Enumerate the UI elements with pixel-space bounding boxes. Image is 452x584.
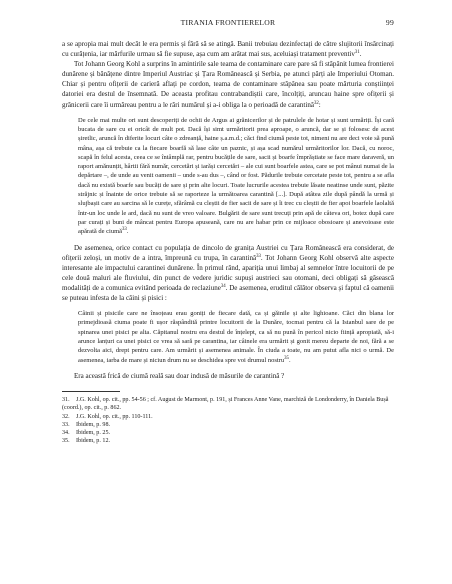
- footnote: 31. J.G. Kohl, op. cit., pp. 54-56 ; cf. August de Marmont, p. 191, și Frances Anne Vane, marchiză de Londonderry, în Daniela Bușă (coord.), op. cit., p. 862.: [62, 396, 389, 412]
- footnote-ref: 33: [256, 253, 261, 259]
- running-header: [62, 18, 394, 32]
- footnote-ref: 34: [220, 283, 226, 289]
- footnote-ref: 31: [354, 50, 360, 56]
- footnote: 35. Ibidem, p. 12.: [62, 438, 111, 445]
- body-text: [62, 39, 394, 446]
- page-number: 99: [385, 18, 394, 27]
- footnote: 32. J.G. Kohl, op. cit., pp. 110-111.: [62, 413, 153, 420]
- footnote-ref: 35: [284, 355, 289, 361]
- paragraph: Tot Johann Georg Kohl a surprins în amintirile sale teama de contaminare care pare să fi stăpânit lumea frontierei dunărene și bănățene dintre Imperiul Austriac și Țara Românească și Serbia, pe atunci părți ale Imperiului Otoman. Chiar și pentru ofițerii de carieră aflați pe cordon, teama de contaminare stăpânea sau poate mărturia conștiinței datoriei era destul de însemnată. De aceasta profitau contrabandiștii care, încolțiți, aruncau haine spre ofițerii și grănicerii care îi urmăreau pentru a le rări numărul și a-i obliga la o perioadă de carantină$^{32}$:: [62, 60, 394, 109]
- paragraph: a se apropia mai mult decât le era permis și fără să se atingă. Banii trebuiau dezinfectați de către slujitorii însărcinați cu curățenia, iar mărfurile urmau să fie supuse, așa cum am arătat mai sus, aceluiași tratament preventiv$^{31}$.: [62, 40, 394, 59]
- block-quote: De cele mai multe ori sunt descoperiți de ochii de Argus ai grănicerilor și de patrulele de hotar și sunt urmăriți. Își cară bucata de sare cu ei oricât de mult pot. Dacă își simt urmăritorii prea aproape, o aruncă, dar se și folosesc de acest șiretlic, aruncă în diferite locuri câte o zdreanță, haine ș.a.m.d.; căci find ciumă peste tot, nimeni nu are deci voie să pună mâna, așa că trebuie ca la fiecare boarfă să lase câte un paznic, și așa scad numărul urmăritorilor lor. Dacă, cu noroc, scapă în felul acesta, ceea ce se întâmplă rar, pentru bucățile de sare, sacii și boarfe împrăștiate se face mare daraveră, un raport amănunțit, hârtii fără număr, cercetări și iarăși cercetări – ale cui sunt boarfele astea, care se pot mânui numai de la depărtare –, de unde au venit oamenii – unde s-au dus –, când or fost. Pădurile trebuie cercetate peste tot, pentru a se afla dacă nu există boarfe sau bucăți de sare și prin alte locuri. Toate lucrurile acestea trebuie lăsate neatinse unde sunt, păzite străjnic și înainte de orice trebuie să se raporteze la următoarea carantină [...]. După atâtea zile după pândă la urmă și slujbașii care au sarcina să le curețe, sfărâmă cu cleștii de fier sacii de sare și îi trec cu cleștii de fier apoi boarfele laolaltă într-un loc unde le ard, dacă nu sunt de vreo valoare. Bulgării de sare sunt trecuți prin apă de câteva ori, botez după care par curați și buni de mâncat pentru Europa apuseană, care nu are habar prin ce mijloace obosioare și anevoioase este apărată de ciumă$^{33}$.: [78, 116, 394, 236]
- footnote-divider: [62, 391, 120, 392]
- paragraph: Era această frică de ciumă reală sau doar indusă de măsurile de carantină ?: [74, 371, 285, 380]
- block-quote: Câinii și pisicile care ne însoțeau erau goniți de fiecare dată, ca și găinile și alte lighioane. Căci din blana lor primejdioasă ciuma poate fi ușor răspândită printre locuitorii de la Dunăre, tocmai pentru că la Istanbul sare de pe spinarea unei pisici pe alta. Căpitanul nostru era destul de înțelept, ca să nu pună în pericol nicio ființă apropiată, să-i arunce lanțuri ca unei pisici ce vrea să sară pe carantina, iar câinele era urmărit și gonit mereu departe de noi, fără a se dezvolta aici, drept pentru care. Am urmărit și asemenea animale. În ciuda a toate, nu am putut afla nici o urmă. De asemenea, iarba de mare și niciun drum nu se deschidea spre voi drumul nostru$^{35}$.: [78, 310, 394, 364]
- footnote-ref: 32: [314, 100, 319, 106]
- paragraph: De asemenea, orice contact cu populația de dincolo de granița Austriei cu Țara Românească era considerat, de ofițerii zeloși, un motiv de a intra, împreună cu trupa, în carantină$^{33}$. Tot Johann Georg Kohl observă alte aspecte interesante ale impactului carantinei dunărene. În primul rând, apariția unui limbaj al semnelor între locuitorii de pe cele două maluri ale fluviului, din punct de vedere juridic supuși austrieci sau otomani, deci obligați să găsească modalități de a comunica evitând perioada de reclaziune$^{34}$. De asemenea, eruditul călător observa și faptul că oamenii se puteau infesta de la câini și pisici :: [62, 243, 394, 302]
- footnote-ref: 33: [122, 227, 127, 233]
- running-title: TIRANIA FRONTIERELOR: [180, 18, 276, 27]
- footnote: 33. Ibidem, p. 98.: [62, 421, 111, 428]
- footnote: 34. Ibidem, p. 25.: [62, 430, 111, 437]
